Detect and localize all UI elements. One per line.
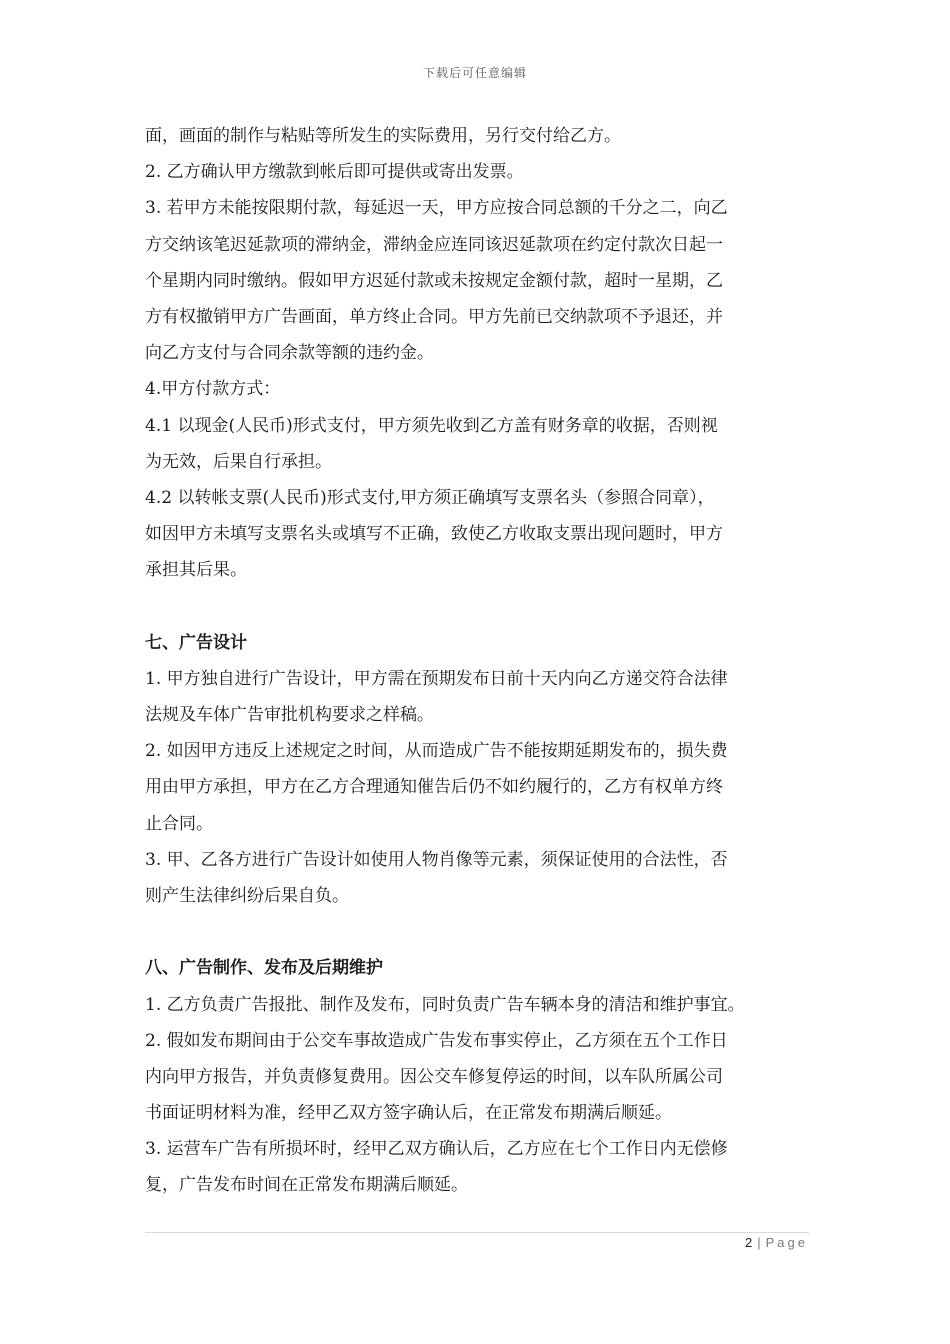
page-label: Page [765,1235,808,1250]
section-heading: 八、广告制作、发布及后期维护 [145,958,383,979]
text-line: 止合同。 [145,813,213,834]
text-line: 则产生法律纠纷后果自负。 [145,885,349,906]
text-line: 3. 甲、乙各方进行广告设计如使用人物肖像等元素，须保证使用的合法性，否 [145,849,728,870]
text-line: 方交纳该笔迟延款项的滞纳金，滞纳金应连同该迟延款项在约定付款次日起一 [145,234,723,255]
text-line: 3. 运营车广告有所损坏时，经甲乙双方确认后，乙方应在七个工作日内无偿修 [145,1139,728,1160]
text-line: 3. 若甲方未能按限期付款，每延迟一天，甲方应按合同总额的千分之二，向乙 [145,198,728,219]
text-line: 如因甲方未填写支票名头或填写不正确，致使乙方收取支票出现问题时，甲方 [145,524,723,545]
text-line: 复，广告发布时间在正常发布期满后顺延。 [145,1175,468,1196]
text-line: 方有权撤销甲方广告画面，单方终止合同。甲方先前已交纳款项不予退还，并 [145,306,723,327]
section-heading: 七、广告设计 [145,632,247,653]
footer-divider [145,1232,809,1233]
page-header: 下载后可任意编辑 [422,66,527,80]
section-ad-design [145,625,815,915]
page-footer [745,1234,808,1252]
text-line: 为无效，后果自行承担。 [145,451,332,472]
paragraph-block-payment [145,118,815,588]
page-separator: | [757,1235,761,1250]
text-line: 1. 甲方独自进行广告设计，甲方需在预期发布日前十天内向乙方递交符合法律 [145,668,728,689]
text-line: 承担其后果。 [145,560,247,581]
text-line: 2. 如因甲方违反上述规定之时间，从而造成广告不能按期延期发布的，损失费 [145,741,728,762]
text-line: 4.2 以转帐支票(人民币)形式支付,甲方须正确填写支票名头（参照合同章）， [145,487,715,508]
document-body [145,118,815,1204]
section-spacer [145,588,815,624]
text-line: 2. 假如发布期间由于公交车事故造成广告发布事实停止，乙方须在五个工作日 [145,1030,728,1051]
text-line: 向乙方支付与合同余款等额的违约金。 [145,343,434,364]
text-line: 书面证明材料为准，经甲乙双方签字确认后，在正常发布期满后顺延。 [145,1103,672,1124]
text-line: 4.甲方付款方式： [145,379,281,400]
text-line: 内向甲方报告，并负责修复费用。因公交车修复停运的时间，以车队所属公司 [145,1066,723,1087]
page-number: 2 [745,1235,753,1250]
text-line: 2. 乙方确认甲方缴款到帐后即可提供或寄出发票。 [145,162,524,183]
text-line: 面，画面的制作与粘贴等所发生的实际费用，另行交付给乙方。 [145,126,621,146]
text-line: 用由甲方承担，甲方在乙方合理通知催告后仍不如约履行的，乙方有权单方终 [145,777,723,798]
text-line: 1. 乙方负责广告报批、制作及发布，同时负责广告车辆本身的清洁和维护事宜。 [145,994,745,1015]
section-ad-production [145,950,815,1203]
text-line: 个星期内同时缴纳。假如甲方迟延付款或未按规定金额付款，超时一星期，乙 [145,270,723,291]
text-line: 4.1 以现金(人民币)形式支付，甲方须先收到乙方盖有财务章的收据，否则视 [145,415,718,436]
section-spacer [145,914,815,950]
text-line: 法规及车体广告审批机构要求之样稿。 [145,705,434,725]
